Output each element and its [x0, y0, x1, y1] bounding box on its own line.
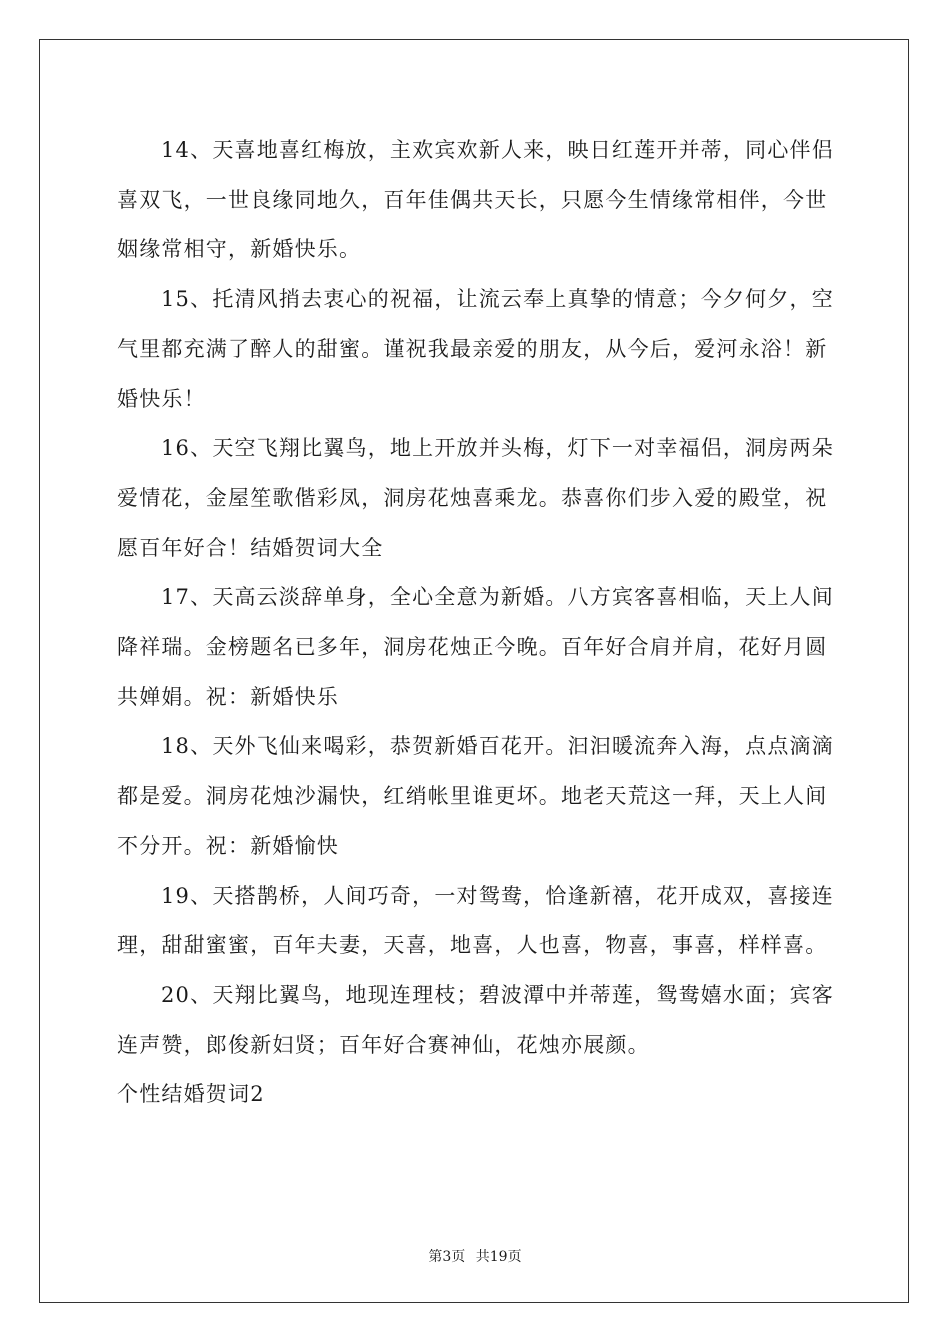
paragraph-17: 17、天高云淡辞单身，全心全意为新婚。八方宾客喜相临，天上人间降祥瑞。金榜题名已多年，洞房花烛正今晚。百年好合肩并肩，花好月圆共婵娟。祝：新婚快乐: [117, 585, 834, 709]
paragraph-18: 18、天外飞仙来喝彩，恭贺新婚百花开。汩汩暖流奔入海，点点滴滴都是爱。洞房花烛沙漏快，红绡帐里谁更坏。地老天荒这一拜，天上人间不分开。祝：新婚愉快: [117, 734, 834, 858]
paragraph-16: 16、天空飞翔比翼鸟，地上开放并头梅，灯下一对幸福侣，洞房两朵爱情花，金屋笙歌偕彩凤，洞房花烛喜乘龙。恭喜你们步入爱的殿堂，祝愿百年好合！结婚贺词大全: [117, 436, 834, 560]
paragraph-14: 14、天喜地喜红梅放，主欢宾欢新人来，映日红莲开并蒂，同心伴侣喜双飞，一世良缘同地久，百年佳偶共天长，只愿今生情缘常相伴，今世姻缘常相守，新婚快乐。: [117, 138, 834, 262]
section-heading: 个性结婚贺词2: [117, 1082, 265, 1107]
paragraph-19: 19、天搭鹊桥，人间巧奇，一对鸳鸯，恰逢新禧，花开成双，喜接连理，甜甜蜜蜜，百年夫妻，天喜，地喜，人也喜，物喜，事喜，样样喜。: [117, 883, 834, 958]
document-body: [117, 126, 837, 1120]
page-footer: [0, 1246, 950, 1266]
page-total: 共19页: [475, 1249, 522, 1265]
page-number: 第3页: [428, 1249, 466, 1265]
paragraph-20: 20、天翔比翼鸟，地现连理枝；碧波潭中并蒂莲，鸳鸯嬉水面；宾客连声赞，郎俊新妇贤；百年好合赛神仙，花烛亦展颜。: [117, 982, 834, 1057]
paragraph-15: 15、托清风捎去衷心的祝福，让流云奉上真挚的情意；今夕何夕，空气里都充满了醉人的甜蜜。谨祝我最亲爱的朋友，从今后，爱河永浴！新婚快乐！: [117, 287, 834, 411]
